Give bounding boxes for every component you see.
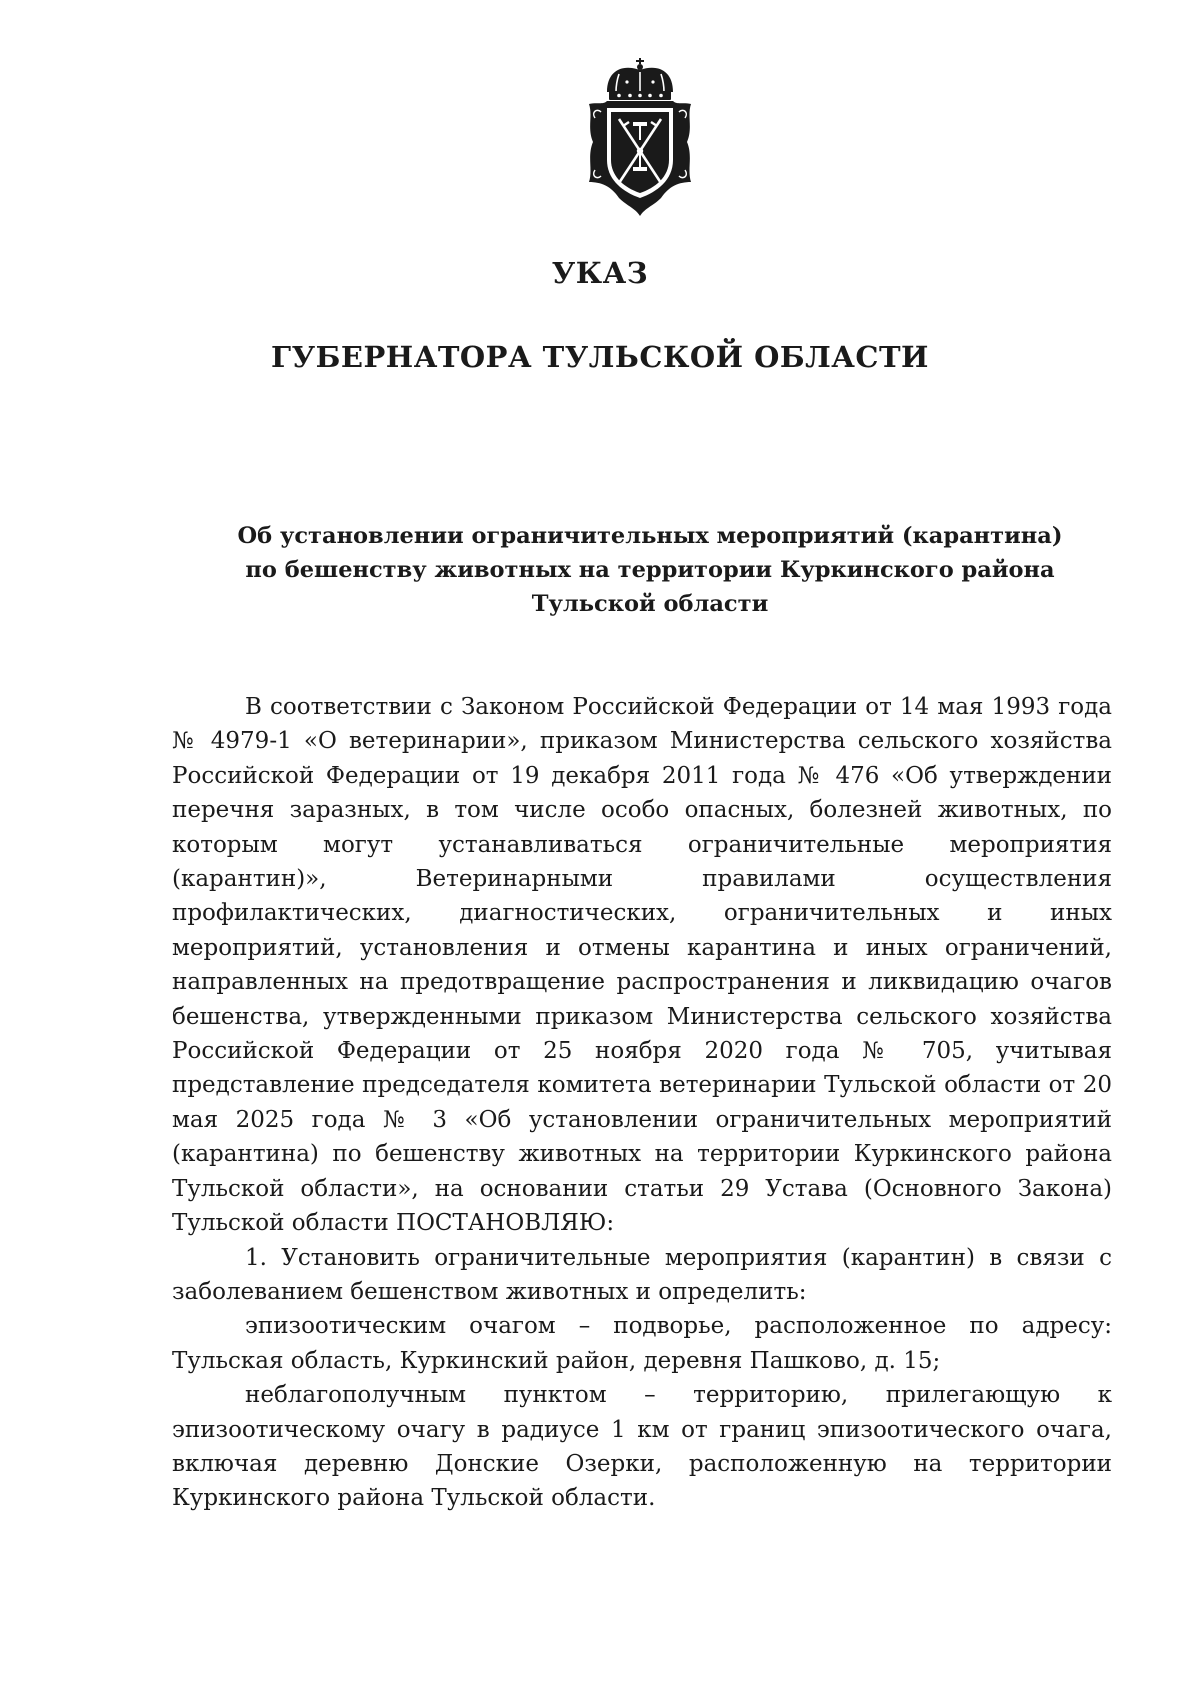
subject-line: Об установлении ограничительных мероприятий (карантина) bbox=[237, 523, 1063, 549]
preamble-paragraph: В соответствии с Законом Российской Федерации от 14 мая 1993 года № 4979-1 «О ветеринарии», приказом Министерства сельского хозяйства Российской Федерации от 19 декабря 2011 года № 476 «Об утверждении перечня заразных, в том числе особо опасных, болезней животных, по которым могут устанавливаться ограничительные мероприятия (карантин)», Ветеринарными правилами осуществления профилактических, диагностических, ограничительных и иных мероприятий, установления и отмены карантина и иных ограничений, направленных на предотвращение распространения и ликвидацию очагов бешенства, утвержденными приказом Министерства сельского хозяйства Российской Федерации от 25 ноября 2020 года № 705, учитывая представление председателя комитета ветеринарии Тульской области от 20 мая 2025 года № 3 «Об установлении ограничительных мероприятий (карантина) по бешенству животных на территории Куркинского района Тульской области», на основании статьи 29 Устава (Основного Закона) Тульской области ПОСТАНОВЛЯЮ: bbox=[172, 694, 1112, 1237]
epizootic-focus-paragraph: эпизоотическим очагом – подворье, расположенное по адресу: Тульская область, Куркинский район, деревня Пашково, д. 15; bbox=[172, 1313, 1112, 1374]
subject-line: Тульской области bbox=[531, 591, 769, 617]
decree-body bbox=[172, 690, 1112, 1516]
clause-1-paragraph: 1. Установить ограничительные мероприятия (карантин) в связи с заболеванием бешенством животных и определить: bbox=[172, 1244, 1112, 1305]
coat-of-arms-emblem bbox=[583, 52, 697, 218]
subject-line: по бешенству животных на территории Куркинского района bbox=[245, 557, 1055, 583]
decree-subject-title bbox=[200, 519, 1100, 621]
decree-author-heading: ГУБЕРНАТОРА ТУЛЬСКОЙ ОБЛАСТИ bbox=[271, 340, 929, 374]
decree-heading: УКАЗ bbox=[551, 256, 649, 290]
unfavorable-point-paragraph: неблагополучным пунктом – территорию, прилегающую к эпизоотическому очагу в радиусе 1 км от границ эпизоотического очага, включая деревню Донские Озерки, расположенную на территории Куркинского района Тульской области. bbox=[172, 1382, 1112, 1512]
